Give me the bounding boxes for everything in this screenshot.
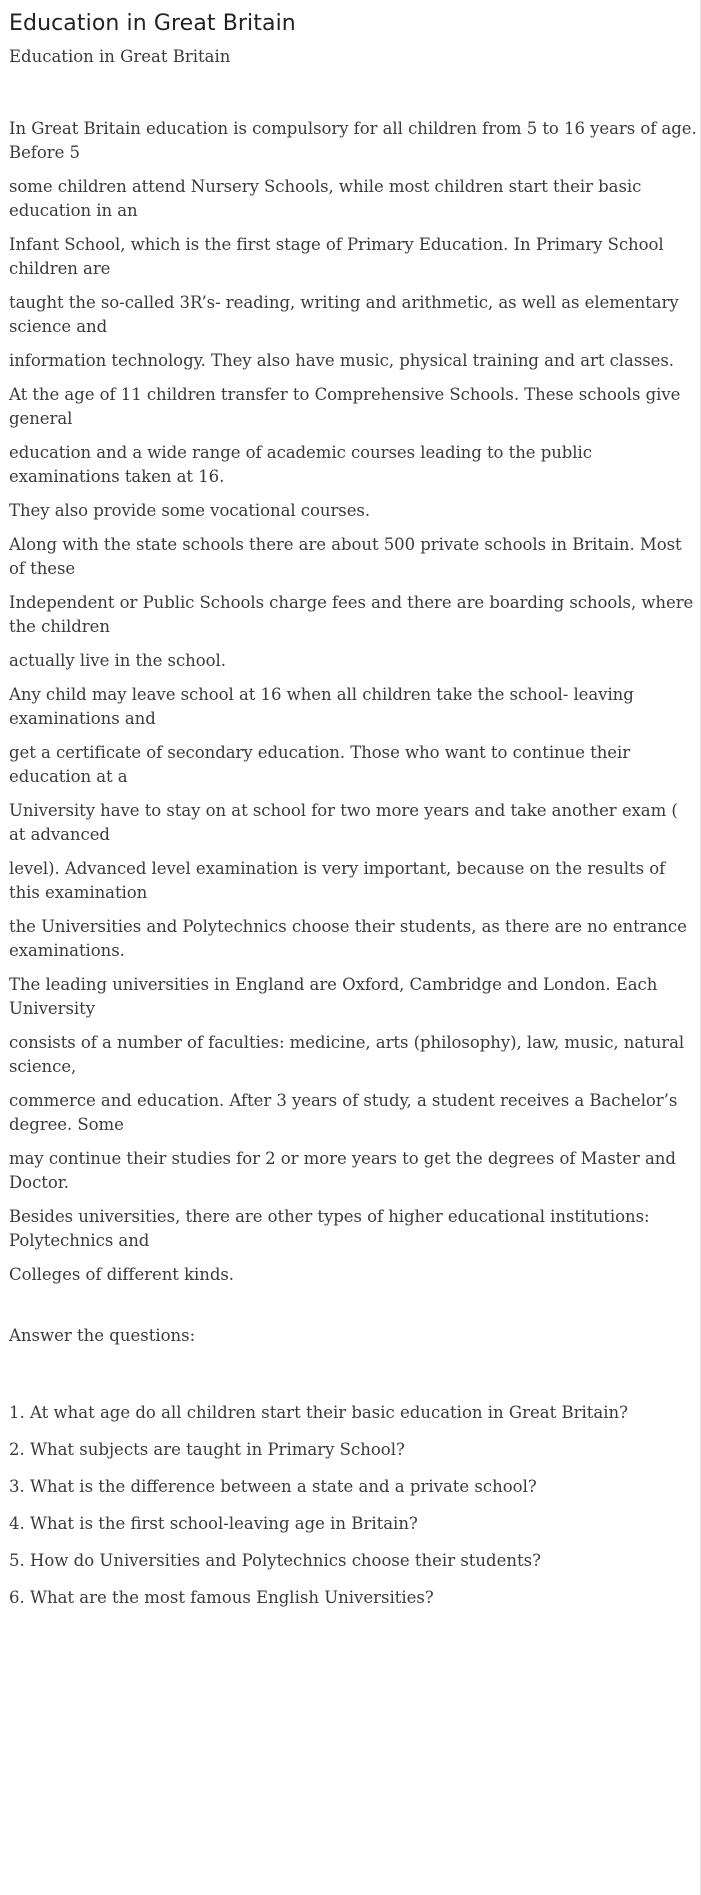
question-item: 1. At what age do all children start their basic education in Great Britain? [9, 1403, 628, 1422]
question-item: 5. How do Universities and Polytechnics choose their students? [9, 1551, 541, 1570]
paragraph-line: the Universities and Polytechnics choose their students, as there are no entrance examinations. [9, 917, 687, 960]
paragraph-line: Any child may leave school at 16 when all children take the school- leaving examinations and [9, 685, 634, 728]
paragraph-line: They also provide some vocational courses. [9, 501, 371, 520]
paragraph-line: taught the so-called 3R’s- reading, writing and arithmetic, as well as elementary science and [9, 293, 679, 336]
document-title: Education in Great Britain [9, 11, 296, 36]
paragraph-line: Colleges of different kinds. [9, 1265, 234, 1284]
paragraph-line: may continue their studies for 2 or more years to get the degrees of Master and Doctor. [9, 1149, 676, 1192]
paragraph-line: Besides universities, there are other types of higher educational institutions: Polytechnics and [9, 1207, 650, 1250]
paragraph-line: Infant School, which is the first stage of Primary Education. In Primary School children are [9, 235, 664, 278]
paragraph-line: commerce and education. After 3 years of study, a student receives a Bachelor’s degree. Some [9, 1091, 678, 1134]
question-item: 3. What is the difference between a state and a private school? [9, 1477, 537, 1496]
paragraph-line: At the age of 11 children transfer to Comprehensive Schools. These schools give general [9, 385, 681, 428]
question-item: 2. What subjects are taught in Primary School? [9, 1440, 405, 1459]
paragraph-line: The leading universities in England are Oxford, Cambridge and London. Each University [9, 975, 658, 1018]
questions-heading: Answer the questions: [9, 1326, 196, 1345]
paragraph-line: information technology. They also have music, physical training and art classes. [9, 351, 674, 370]
paragraph-line: University have to stay on at school for two more years and take another exam ( at advanced [9, 801, 678, 844]
paragraph-line: level). Advanced level examination is very important, because on the results of this examination [9, 859, 666, 902]
paragraph-line: Independent or Public Schools charge fees and there are boarding schools, where the children [9, 593, 694, 636]
paragraph-line: education and a wide range of academic courses leading to the public examinations taken at 16. [9, 443, 592, 486]
question-item: 4. What is the first school-leaving age in Britain? [9, 1514, 418, 1533]
body-text [9, 117, 697, 1287]
paragraph-line: some children attend Nursery Schools, while most children start their basic education in an [9, 177, 642, 220]
paragraph-line: actually live in the school. [9, 651, 226, 670]
paragraph-line: consists of a number of faculties: medicine, arts (philosophy), law, music, natural science, [9, 1033, 685, 1076]
document-subtitle: Education in Great Britain [9, 47, 231, 66]
paragraph-line: In Great Britain education is compulsory for all children from 5 to 16 years of age. Before 5 [9, 119, 697, 162]
question-item: 6. What are the most famous English Universities? [9, 1588, 434, 1607]
paragraph-line: Along with the state schools there are about 500 private schools in Britain. Most of these [9, 535, 682, 578]
question-list [9, 1401, 701, 1610]
paragraph-line: get a certificate of secondary education. Those who want to continue their education at a [9, 743, 631, 786]
